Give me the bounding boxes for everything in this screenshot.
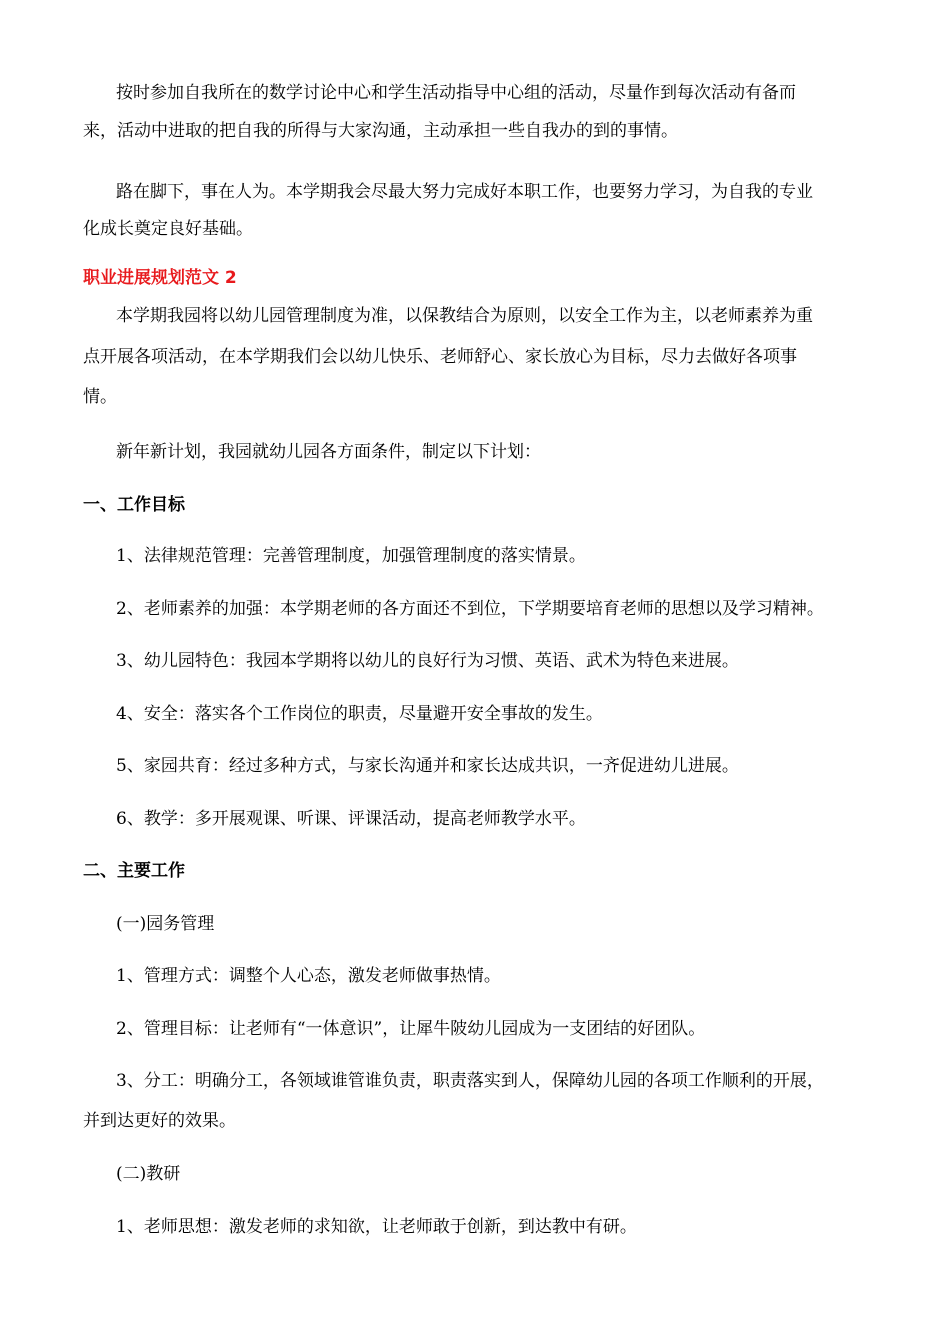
list-item: 并到达更好的效果。 <box>83 1111 236 1131</box>
list-item: 1、老师思想：激发老师的求知欲，让老师敢于创新，到达教中有研。 <box>116 1217 637 1237</box>
subsection-title: (二)教研 <box>116 1164 181 1184</box>
list-item: 6、教学：多开展观课、听课、评课活动，提高老师教学水平。 <box>116 809 586 829</box>
section-title: 一、工作目标 <box>83 495 185 515</box>
list-item: 1、法律规范管理：完善管理制度，加强管理制度的落实情景。 <box>116 546 586 566</box>
list-item: 3、幼儿园特色：我园本学期将以幼儿的良好行为习惯、英语、武术为特色来进展。 <box>116 651 739 671</box>
section-title: 二、主要工作 <box>83 861 185 881</box>
subsection-title: (一)园务管理 <box>116 914 215 934</box>
list-item: 2、管理目标：让老师有“一体意识”，让犀牛陂幼儿园成为一支团结的好团队。 <box>116 1019 706 1039</box>
list-item: 3、分工：明确分工，各领域谁管谁负责，职责落实到人，保障幼儿园的各项工作顺利的开展， <box>116 1071 824 1091</box>
list-item: 1、管理方式：调整个人心态，激发老师做事热情。 <box>116 966 501 986</box>
intro-line: 情。 <box>83 387 117 407</box>
list-item: 4、安全：落实各个工作岗位的职责，尽量避开安全事故的发生。 <box>116 704 603 724</box>
list-item: 2、老师素养的加强：本学期老师的各方面还不到位，下学期要培育老师的思想以及学习精神。 <box>116 599 824 619</box>
intro-line: 本学期我园将以幼儿园管理制度为准，以保教结合为原则，以安全工作为主，以老师素养为重 <box>116 306 813 326</box>
paragraph-line: 按时参加自我所在的数学讨论中心和学生活动指导中心组的活动，尽量作到每次活动有备而 <box>116 83 796 103</box>
section-heading-red: 职业进展规划范文 2 <box>83 268 237 288</box>
list-item: 5、家园共育：经过多种方式，与家长沟通并和家长达成共识，一齐促进幼儿进展。 <box>116 756 739 776</box>
intro-line: 新年新计划，我园就幼儿园各方面条件，制定以下计划： <box>116 442 541 462</box>
intro-line: 点开展各项活动，在本学期我们会以幼儿快乐、老师舒心、家长放心为目标，尽力去做好各项事 <box>83 347 797 367</box>
paragraph-line: 化成长奠定良好基础。 <box>83 219 253 239</box>
paragraph-line: 来，活动中进取的把自我的所得与大家沟通，主动承担一些自我办的到的事情。 <box>83 121 678 141</box>
paragraph-line: 路在脚下，事在人为。本学期我会尽最大努力完成好本职工作，也要努力学习，为自我的专业 <box>116 182 813 202</box>
